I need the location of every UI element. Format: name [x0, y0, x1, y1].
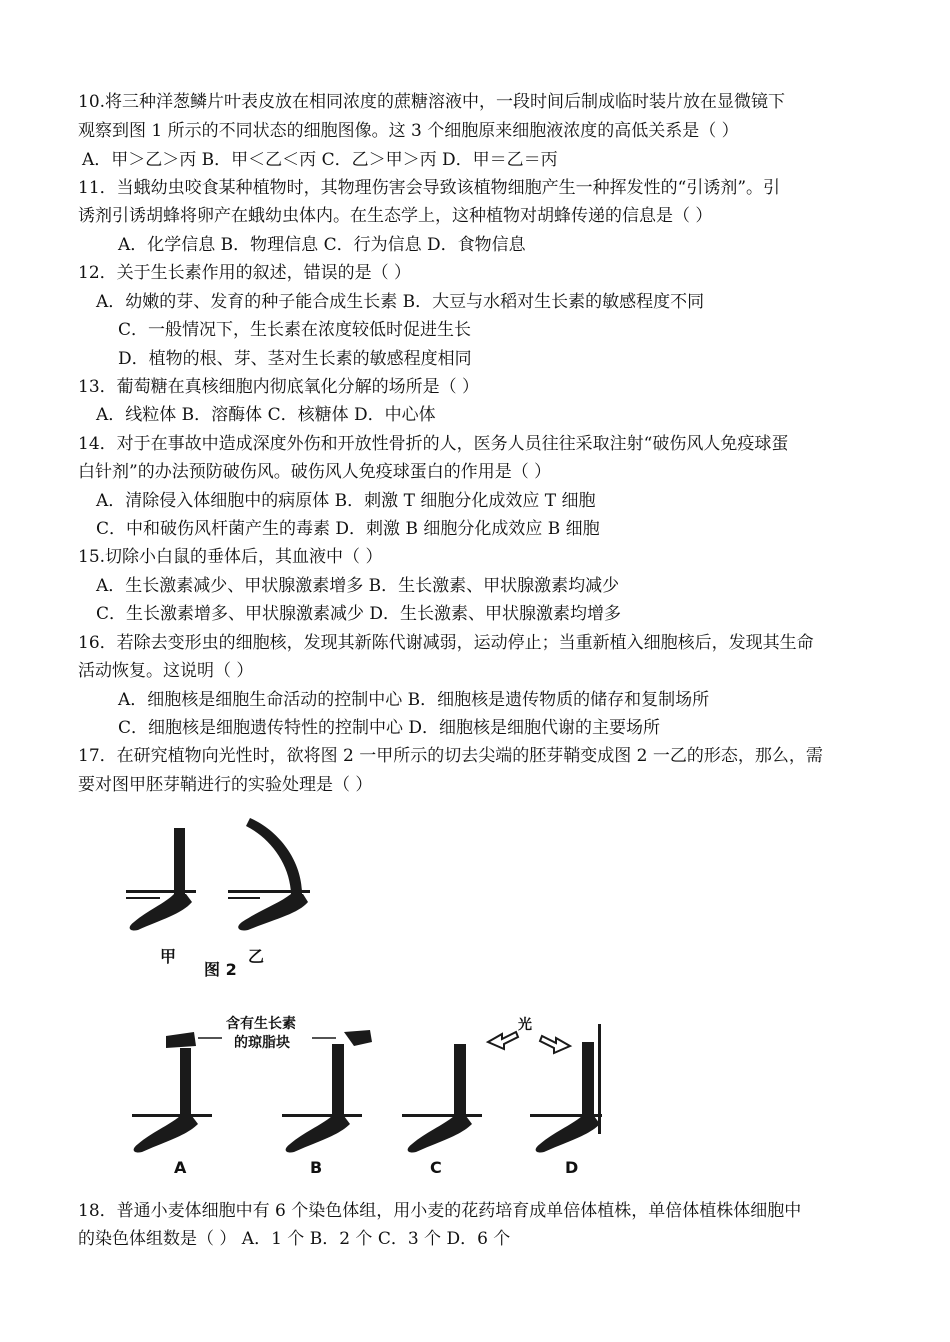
option-label-a: A [174, 1158, 187, 1177]
figure-2-label-jia: 甲 [160, 947, 177, 966]
agar-label-line2: 的琼脂块 [234, 1035, 290, 1051]
q16-options-cd: C．细胞核是细胞遗传特性的控制中心 D．细胞核是细胞代谢的主要场所 [118, 718, 661, 738]
q15-options-ab: A．生长激素减少、甲状腺激素增多 B．生长激素、甲状腺激素均减少 [96, 576, 620, 596]
light-label: 光 [518, 1017, 532, 1033]
light-arrow-left-icon [488, 1032, 518, 1049]
q17-line2: 要对图甲胚芽鞘进行的实验处理是（ ） [78, 775, 373, 795]
option-b-diagram [282, 1030, 372, 1153]
q11-options: A．化学信息 B．物理信息 C．行为信息 D．食物信息 [118, 235, 526, 255]
q14-options-ab: A．清除侵入体细胞中的病原体 B．刺激 T 细胞分化成效应 T 细胞 [96, 491, 596, 511]
q13-options: A．线粒体 B．溶酶体 C．核糖体 D．中心体 [96, 405, 436, 425]
q12-line1: 12．关于生长素作用的叙述，错误的是（ ） [78, 263, 412, 283]
q15-line1: 15.切除小白鼠的垂体后，其血液中（ ） [78, 547, 383, 567]
q14-line2: 白针剂”的办法预防破伤风。破伤风人免疫球蛋白的作用是（ ） [78, 462, 552, 482]
q17-line1: 17．在研究植物向光性时，欲将图 2 一甲所示的切去尖端的胚芽鞘变成图 2 一乙的形态，那么，需 [78, 746, 823, 766]
agar-label-line1: 含有生长素 [226, 1016, 296, 1032]
q11-line2: 诱剂引诱胡蜂将卵产在蛾幼虫体内。在生态学上，这种植物对胡蜂传递的信息是（ ） [78, 206, 713, 226]
q18-line1: 18．普通小麦体细胞中有 6 个染色体组，用小麦的花药培育成单倍体植株，单倍体植株体细胞中 [78, 1201, 802, 1221]
option-label-c: C [430, 1158, 442, 1177]
q11-line1: 11．当蛾幼虫咬食某种植物时，其物理伤害会导致该植物细胞产生一种挥发性的“引诱剂”。引 [78, 178, 781, 198]
q10-options: A．甲＞乙＞丙 B．甲＜乙＜丙 C．乙＞甲＞丙 D．甲＝乙＝丙 [82, 150, 558, 170]
figure-2-coleoptiles [120, 810, 340, 980]
option-a-diagram [132, 1032, 212, 1153]
q15-options-cd: C．生长激素增多、甲状腺激素减少 D．生长激素、甲状腺激素均增多 [96, 604, 622, 624]
coleoptile-yi [228, 818, 310, 931]
light-arrow-right-icon [540, 1036, 570, 1053]
q13-line1: 13．葡萄糖在真核细胞内彻底氧化分解的场所是（ ） [78, 377, 480, 397]
q18-line2: 的染色体组数是（ ） A．1 个 B．2 个 C．3 个 D．6 个 [78, 1229, 511, 1249]
q16-line2: 活动恢复。这说明（ ） [78, 661, 254, 681]
q14-line1: 14．对于在事故中造成深度外伤和开放性骨折的人，医务人员往往采取注射“破伤风人免疫球蛋 [78, 434, 789, 454]
q14-options-cd: C．中和破伤风杆菌产生的毒素 D．刺激 B 细胞分化成效应 B 细胞 [96, 519, 600, 539]
coleoptile-jia [126, 828, 196, 931]
q12-options-ab: A．幼嫩的芽、发育的种子能合成生长素 B．大豆与水稻对生长素的敏感程度不同 [96, 292, 705, 312]
q16-options-ab: A．细胞核是细胞生命活动的控制中心 B．细胞核是遗传物质的储存和复制场所 [118, 690, 710, 710]
figure-2-label-yi: 乙 [248, 947, 265, 966]
option-label-d: D [565, 1158, 579, 1177]
q16-line1: 16．若除去变形虫的细胞核，发现其新陈代谢减弱，运动停止；当重新植入细胞核后，发现其生命 [78, 633, 814, 653]
option-label-b: B [310, 1158, 323, 1177]
figure-2-caption: 图 2 [204, 960, 237, 979]
option-c-diagram [402, 1044, 482, 1153]
q10-line2: 观察到图 1 所示的不同状态的细胞图像。这 3 个细胞原来细胞液浓度的高低关系是（ ） [78, 121, 739, 141]
q10-line1: 10.将三种洋葱鳞片叶表皮放在相同浓度的蔗糖溶液中，一段时间后制成临时装片放在显微镜下 [78, 92, 786, 112]
q12-option-c: C．一般情况下，生长素在浓度较低时促进生长 [118, 320, 472, 340]
q12-option-d: D．植物的根、芽、茎对生长素的敏感程度相同 [118, 349, 472, 369]
figure-options-abcd [122, 1010, 612, 1160]
